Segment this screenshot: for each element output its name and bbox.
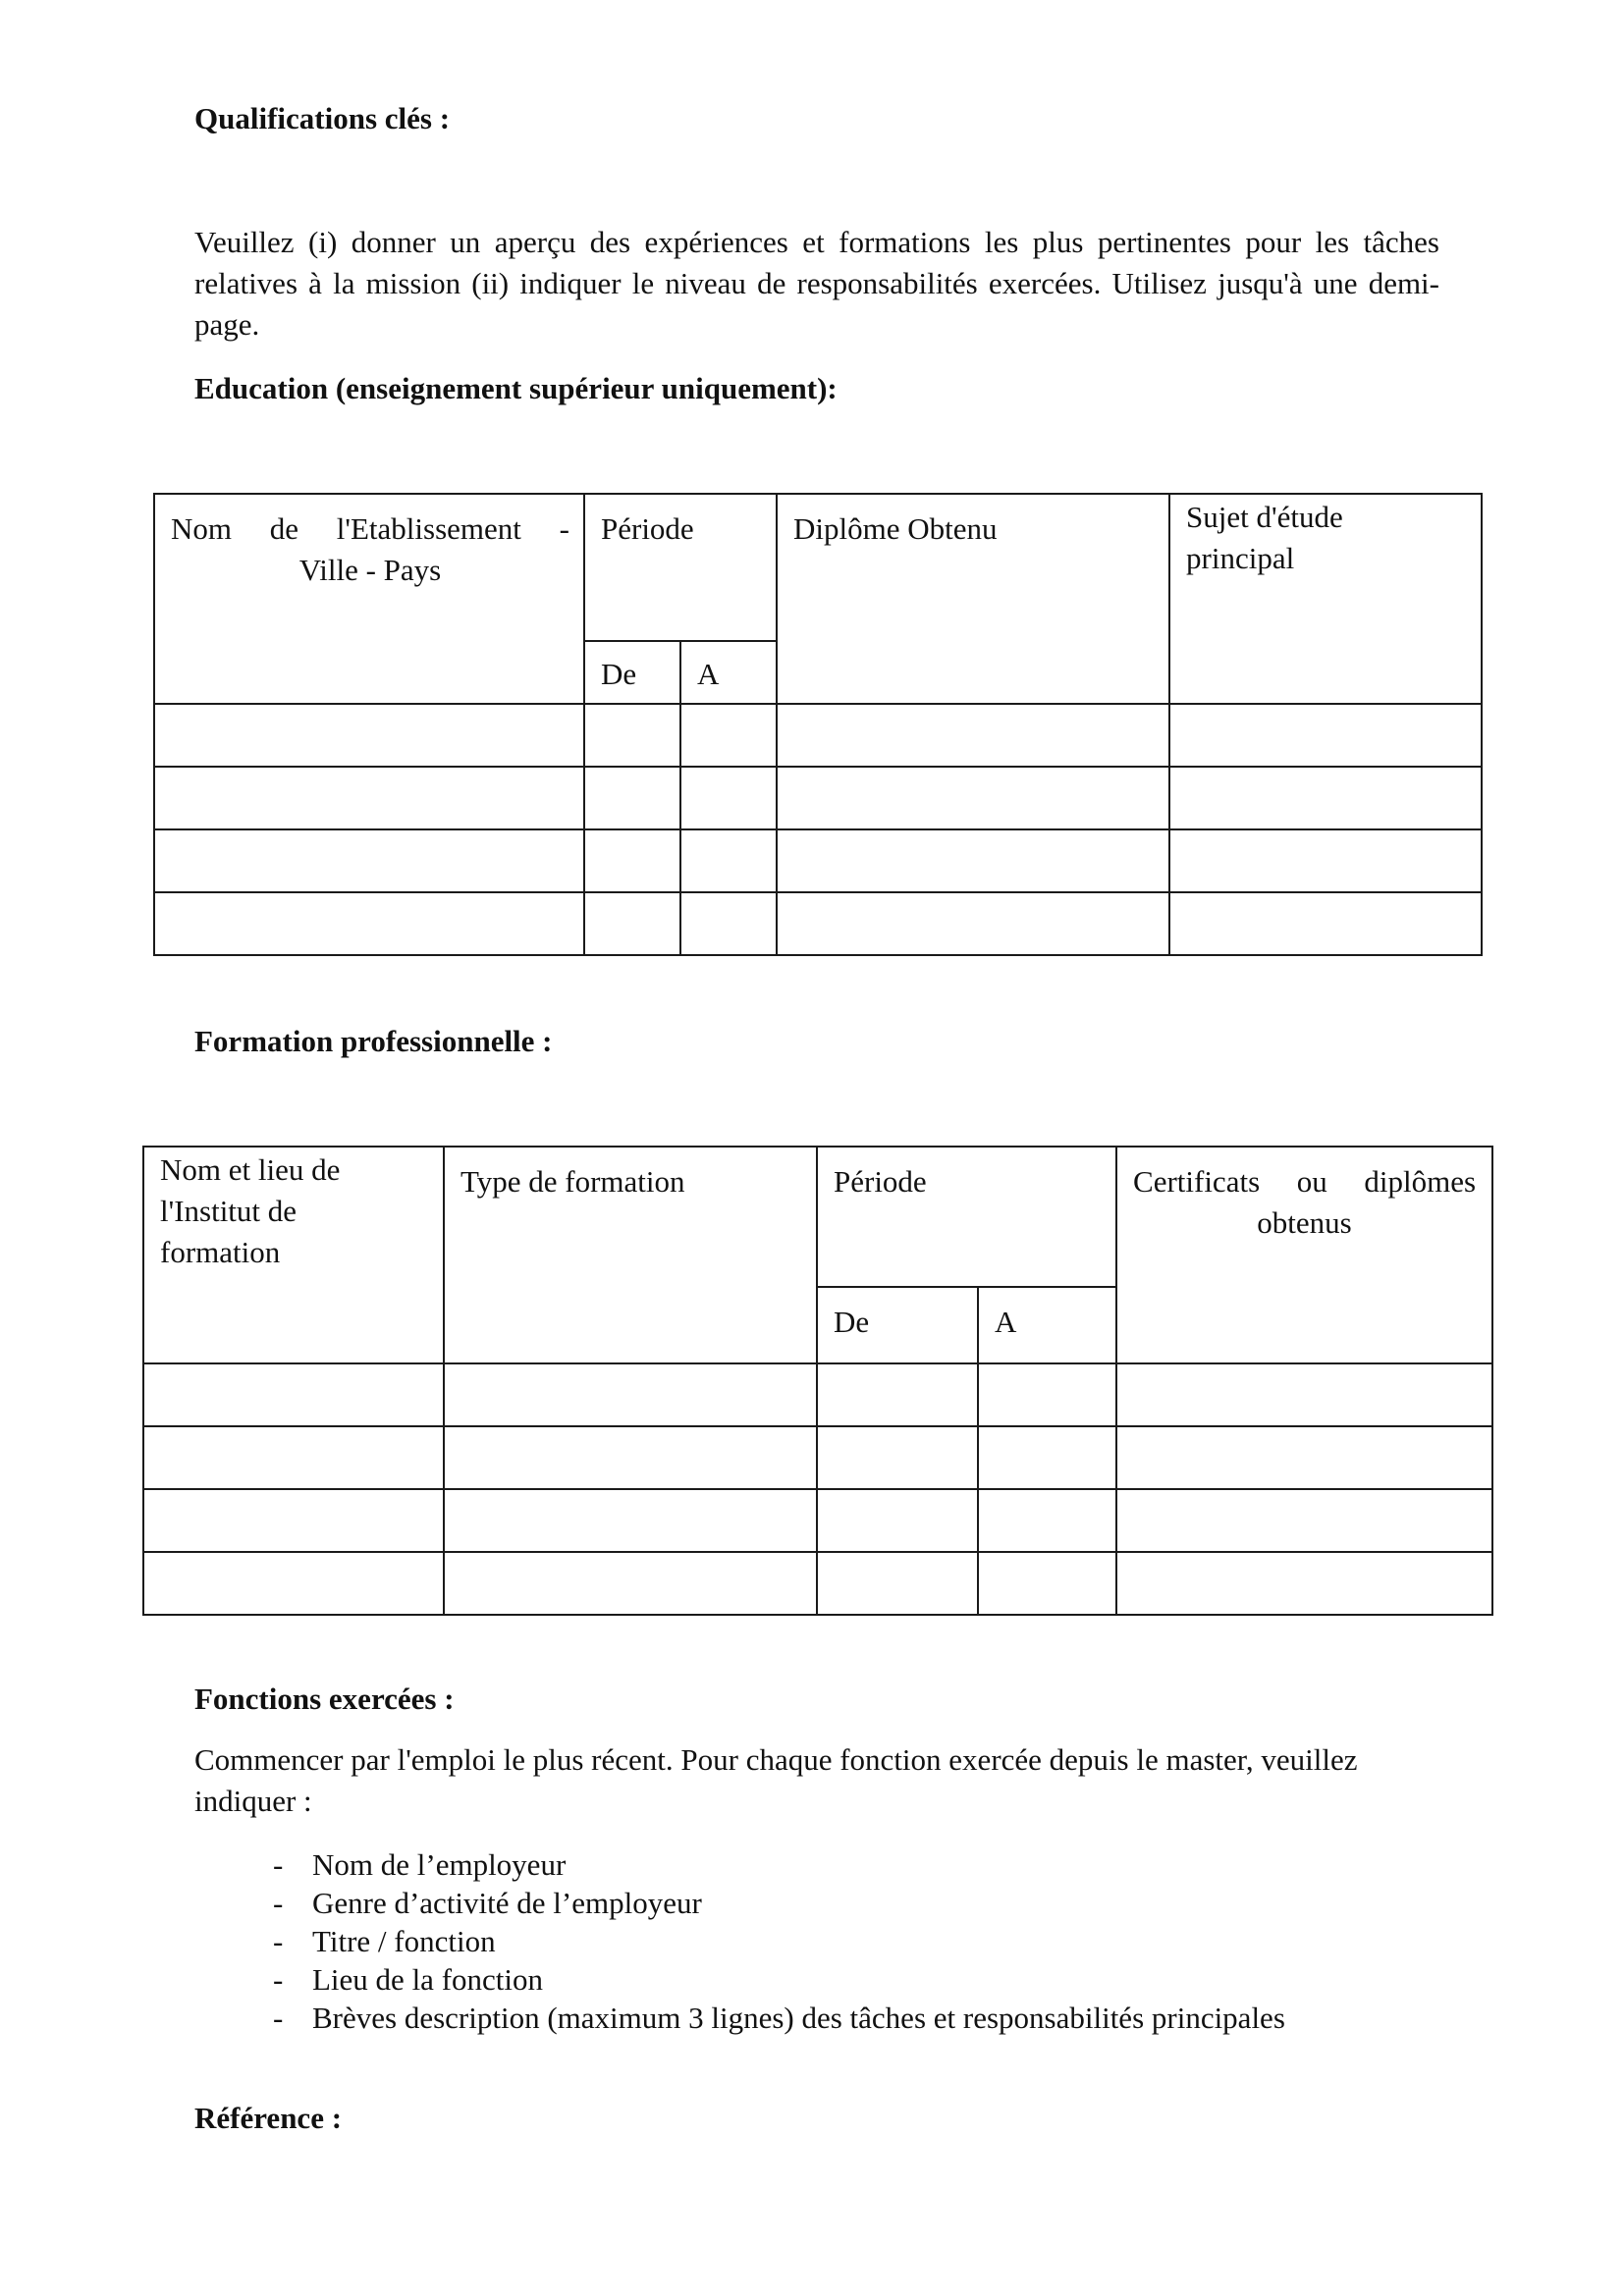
functions-list: [273, 1845, 1451, 2037]
education-cell-degree[interactable]: [777, 829, 1169, 892]
training-cell-from[interactable]: [817, 1489, 978, 1552]
education-header-degree: [777, 494, 1169, 704]
education-cell-institution[interactable]: [154, 767, 584, 829]
training-header-certificates: [1116, 1147, 1492, 1363]
functions-intro: Commencer par l'emploi le plus récent. Pour chaque fonction exercée depuis le master, veuillez indiquer :: [194, 1742, 1358, 1819]
education-cell-degree[interactable]: [777, 704, 1169, 767]
training-header-certificates-line1: Certificats ou diplômes: [1133, 1164, 1477, 1199]
education-cell-institution[interactable]: [154, 704, 584, 767]
training-header-to: [978, 1287, 1116, 1363]
training-cell-institute[interactable]: [143, 1363, 444, 1426]
education-header-institution-line2: Ville - Pays: [298, 553, 442, 588]
reference-heading: Référence :: [194, 2101, 343, 2135]
training-header-to-label: A: [995, 1305, 1017, 1339]
list-item: - Genre d’activité de l’employeur: [273, 1884, 1451, 1922]
education-table-row: [154, 829, 1482, 892]
training-cell-from[interactable]: [817, 1363, 978, 1426]
education-cell-to[interactable]: [680, 829, 777, 892]
education-heading: Education (enseignement supérieur uniquement):: [194, 371, 838, 405]
list-item: - Titre / fonction: [273, 1922, 1451, 1960]
education-cell-institution[interactable]: [154, 892, 584, 955]
education-cell-to[interactable]: [680, 767, 777, 829]
education-cell-from[interactable]: [584, 829, 680, 892]
list-item: - Nom de l’employeur: [273, 1845, 1451, 1884]
education-cell-from[interactable]: [584, 704, 680, 767]
education-header-institution-line1: Nom de l'Etablissement -: [171, 511, 569, 546]
training-table: [142, 1146, 1493, 1616]
training-heading: Formation professionnelle :: [194, 1024, 553, 1058]
training-table-row: [143, 1426, 1492, 1489]
training-cell-institute[interactable]: [143, 1426, 444, 1489]
education-header-institution: [154, 494, 584, 704]
education-cell-degree[interactable]: [777, 892, 1169, 955]
training-cell-to[interactable]: [978, 1426, 1116, 1489]
qualifications-heading: Qualifications clés :: [194, 101, 451, 135]
training-cell-certificates[interactable]: [1116, 1426, 1492, 1489]
education-cell-degree[interactable]: [777, 767, 1169, 829]
training-header-from-label: De: [834, 1305, 870, 1339]
training-cell-certificates[interactable]: [1116, 1552, 1492, 1615]
training-table-row: [143, 1489, 1492, 1552]
education-cell-subject[interactable]: [1169, 767, 1482, 829]
education-header-from-label: De: [601, 657, 637, 691]
functions-heading: Fonctions exercées :: [194, 1682, 455, 1716]
education-cell-subject[interactable]: [1169, 704, 1482, 767]
education-header-to-label: A: [697, 657, 720, 691]
list-item: - Brèves description (maximum 3 lignes) des tâches et responsabilités principales: [273, 1999, 1451, 2037]
training-header-institute-label: Nom et lieu de l'Institut de formation: [160, 1152, 341, 1270]
education-table: [153, 493, 1483, 956]
education-cell-from[interactable]: [584, 767, 680, 829]
education-header-period-label: Période: [601, 511, 694, 546]
training-cell-from[interactable]: [817, 1426, 978, 1489]
education-cell-to[interactable]: [680, 892, 777, 955]
training-cell-type[interactable]: [444, 1552, 817, 1615]
training-header-type: [444, 1147, 817, 1363]
training-header-period: [817, 1147, 1116, 1287]
training-cell-certificates[interactable]: [1116, 1489, 1492, 1552]
education-table-row: [154, 892, 1482, 955]
education-cell-institution[interactable]: [154, 829, 584, 892]
education-header-subject: [1169, 494, 1482, 704]
training-cell-from[interactable]: [817, 1552, 978, 1615]
training-table-row: [143, 1552, 1492, 1615]
training-header-period-label: Période: [834, 1164, 927, 1199]
training-cell-type[interactable]: [444, 1426, 817, 1489]
training-cell-institute[interactable]: [143, 1489, 444, 1552]
training-cell-institute[interactable]: [143, 1552, 444, 1615]
training-cell-to[interactable]: [978, 1489, 1116, 1552]
education-header-degree-label: Diplôme Obtenu: [793, 511, 998, 546]
training-cell-type[interactable]: [444, 1363, 817, 1426]
education-header-to: [680, 641, 777, 704]
education-header-subject-label: Sujet d'étude principal: [1186, 500, 1343, 576]
training-header-institute: [143, 1147, 444, 1363]
training-table-row: [143, 1363, 1492, 1426]
training-cell-to[interactable]: [978, 1552, 1116, 1615]
qualifications-paragraph: Veuillez (i) donner un aperçu des expériences et formations les plus pertinentes pour les tâches relatives à la mission (ii) indiquer le niveau de responsabilités exercées. Utilisez jusqu'à une demi-page.: [194, 225, 1439, 343]
training-header-type-label: Type de formation: [460, 1164, 685, 1199]
education-header-from: [584, 641, 680, 704]
education-cell-subject[interactable]: [1169, 892, 1482, 955]
education-cell-from[interactable]: [584, 892, 680, 955]
training-header-certificates-line2: obtenus: [1257, 1205, 1352, 1241]
training-cell-type[interactable]: [444, 1489, 817, 1552]
training-cell-to[interactable]: [978, 1363, 1116, 1426]
list-item: - Lieu de la fonction: [273, 1960, 1451, 1999]
training-header-from: [817, 1287, 978, 1363]
education-table-row: [154, 767, 1482, 829]
training-cell-certificates[interactable]: [1116, 1363, 1492, 1426]
education-header-period: [584, 494, 777, 641]
education-cell-to[interactable]: [680, 704, 777, 767]
education-table-row: [154, 704, 1482, 767]
education-cell-subject[interactable]: [1169, 829, 1482, 892]
